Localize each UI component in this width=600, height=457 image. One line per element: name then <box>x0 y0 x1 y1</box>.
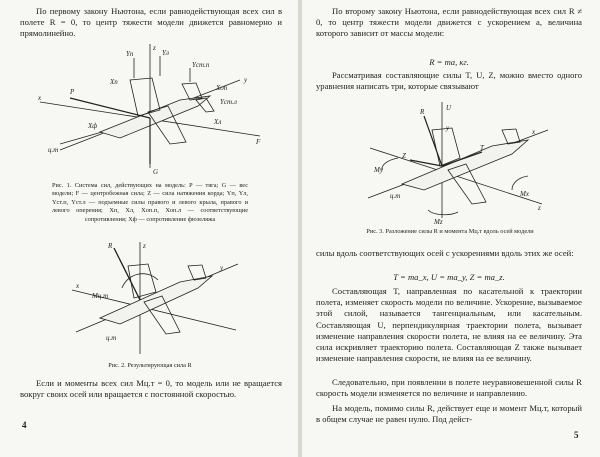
figure-1-caption-title: Рис. 1. Система сил, действующих на модель: <box>52 182 186 189</box>
svg-text:Mz: Mz <box>434 218 443 226</box>
svg-text:Yп: Yп <box>126 50 134 58</box>
svg-text:x: x <box>76 282 80 290</box>
right-paragraph-axes: силы вдоль соответствующих осей с ускорениями вдоль этих же осей: <box>316 248 574 258</box>
svg-text:ц.т: ц.т <box>106 334 117 342</box>
svg-text:Z: Z <box>402 152 406 160</box>
svg-text:F: F <box>256 138 261 146</box>
figure-2-resultant-force <box>70 240 240 358</box>
svg-text:y: y <box>220 264 224 272</box>
svg-text:G: G <box>153 168 159 176</box>
svg-text:z: z <box>143 242 146 250</box>
svg-text:P: P <box>70 88 75 96</box>
right-page <box>302 0 600 457</box>
svg-text:ц.т: ц.т <box>390 192 401 200</box>
svg-text:R: R <box>108 242 113 250</box>
right-paragraph-components: Рассматривая составляющие силы T, U, Z, можно вместо одного уравнения написать три, которые связывают <box>316 70 582 92</box>
svg-text:Mx: Mx <box>520 190 529 198</box>
formula-axis-components: T = ma_x, U = ma_y, Z = ma_z. <box>393 272 505 282</box>
right-intro-paragraph: По второму закону Ньютона, если равнодействующая всех сил R ≠ 0, то центр тяжести модели движется с ускорением a, величина которого зависит от массы модели: <box>316 6 582 39</box>
right-paragraph-moment: На модель, помимо силы R, действует еще и момент Mц.т, который в общем случае не равен нулю. Под дейст- <box>316 403 582 425</box>
svg-text:R: R <box>420 108 425 116</box>
svg-text:z: z <box>153 44 156 52</box>
svg-text:z: z <box>538 204 541 212</box>
left-closing-paragraph: Если и моменты всех сил Mц.т = 0, то модель или не вращается вокруг своих осей или вращается с постоянной скоростью. <box>20 378 282 400</box>
svg-text:y: y <box>244 76 248 84</box>
figure-3-caption: Рис. 3. Разложение силы R и момента Mц.т вдоль осей модели <box>366 228 534 235</box>
right-paragraph-tangential: Составляющая T, направленная по касательной к траектории полета, изменяет скорость модели по величине. Ускорение, вызываемое этой силой, называется тангенциальным, или касательным. Составляющая U, перпендикулярная траектории полета, вызывает изменение направления скорости полета, не влияя на ее величину. Эта сила искривляет траекторию полета. Составляющая Z также вызывает изменение направления скорости, не влияя на ее величину. <box>316 286 582 364</box>
svg-text:Xоп: Xоп <box>216 84 228 92</box>
svg-text:Xп: Xп <box>110 78 118 86</box>
figure-1-force-system <box>30 40 270 180</box>
svg-text:y: y <box>446 124 450 132</box>
svg-text:U: U <box>446 104 452 112</box>
formula-newton-second-law: R = ma, кг. <box>429 57 469 67</box>
svg-text:Mц.т: Mц.т <box>92 292 109 300</box>
left-page <box>0 0 298 457</box>
svg-text:My: My <box>374 166 383 174</box>
svg-text:Xл: Xл <box>214 118 222 126</box>
svg-text:x: x <box>532 128 536 136</box>
right-page-number: 5 <box>574 430 579 440</box>
svg-text:ц.т: ц.т <box>48 146 59 154</box>
svg-text:Xф: Xф <box>88 122 98 130</box>
svg-text:Yл: Yл <box>162 49 169 57</box>
left-page-number: 4 <box>22 420 27 430</box>
figure-1-caption-legend: P — тяга; G — вес модели; F — центробежная сила; Z — сила натяжения корда; Yп, Yл, Yст.п, Yст.л — подъемные силы правого и левого крыла, правого и левого оперения; Xп, Xл, Xоп.п, Xоп.л — соответствующие сопротивления; Xф — сопротивление фюзеляжа <box>52 182 248 223</box>
left-intro-paragraph: По первому закону Ньютона, если равнодействующая всех сил в полете R = 0, то центр тяжести модели движется равномерно и прямолинейно. <box>20 6 282 39</box>
svg-text:Yст.л: Yст.л <box>220 98 237 106</box>
figure-2-caption: Рис. 2. Результирующая сила R <box>108 362 192 369</box>
figure-3-force-decomposition <box>362 100 552 226</box>
right-paragraph-consequence: Следовательно, при появлении в полете неуравновешенной силы R скорость модели изменяется по величине и направлению. <box>316 377 582 399</box>
svg-text:Yст.п: Yст.п <box>192 61 210 69</box>
svg-text:x: x <box>38 94 42 102</box>
svg-text:T: T <box>480 144 484 152</box>
